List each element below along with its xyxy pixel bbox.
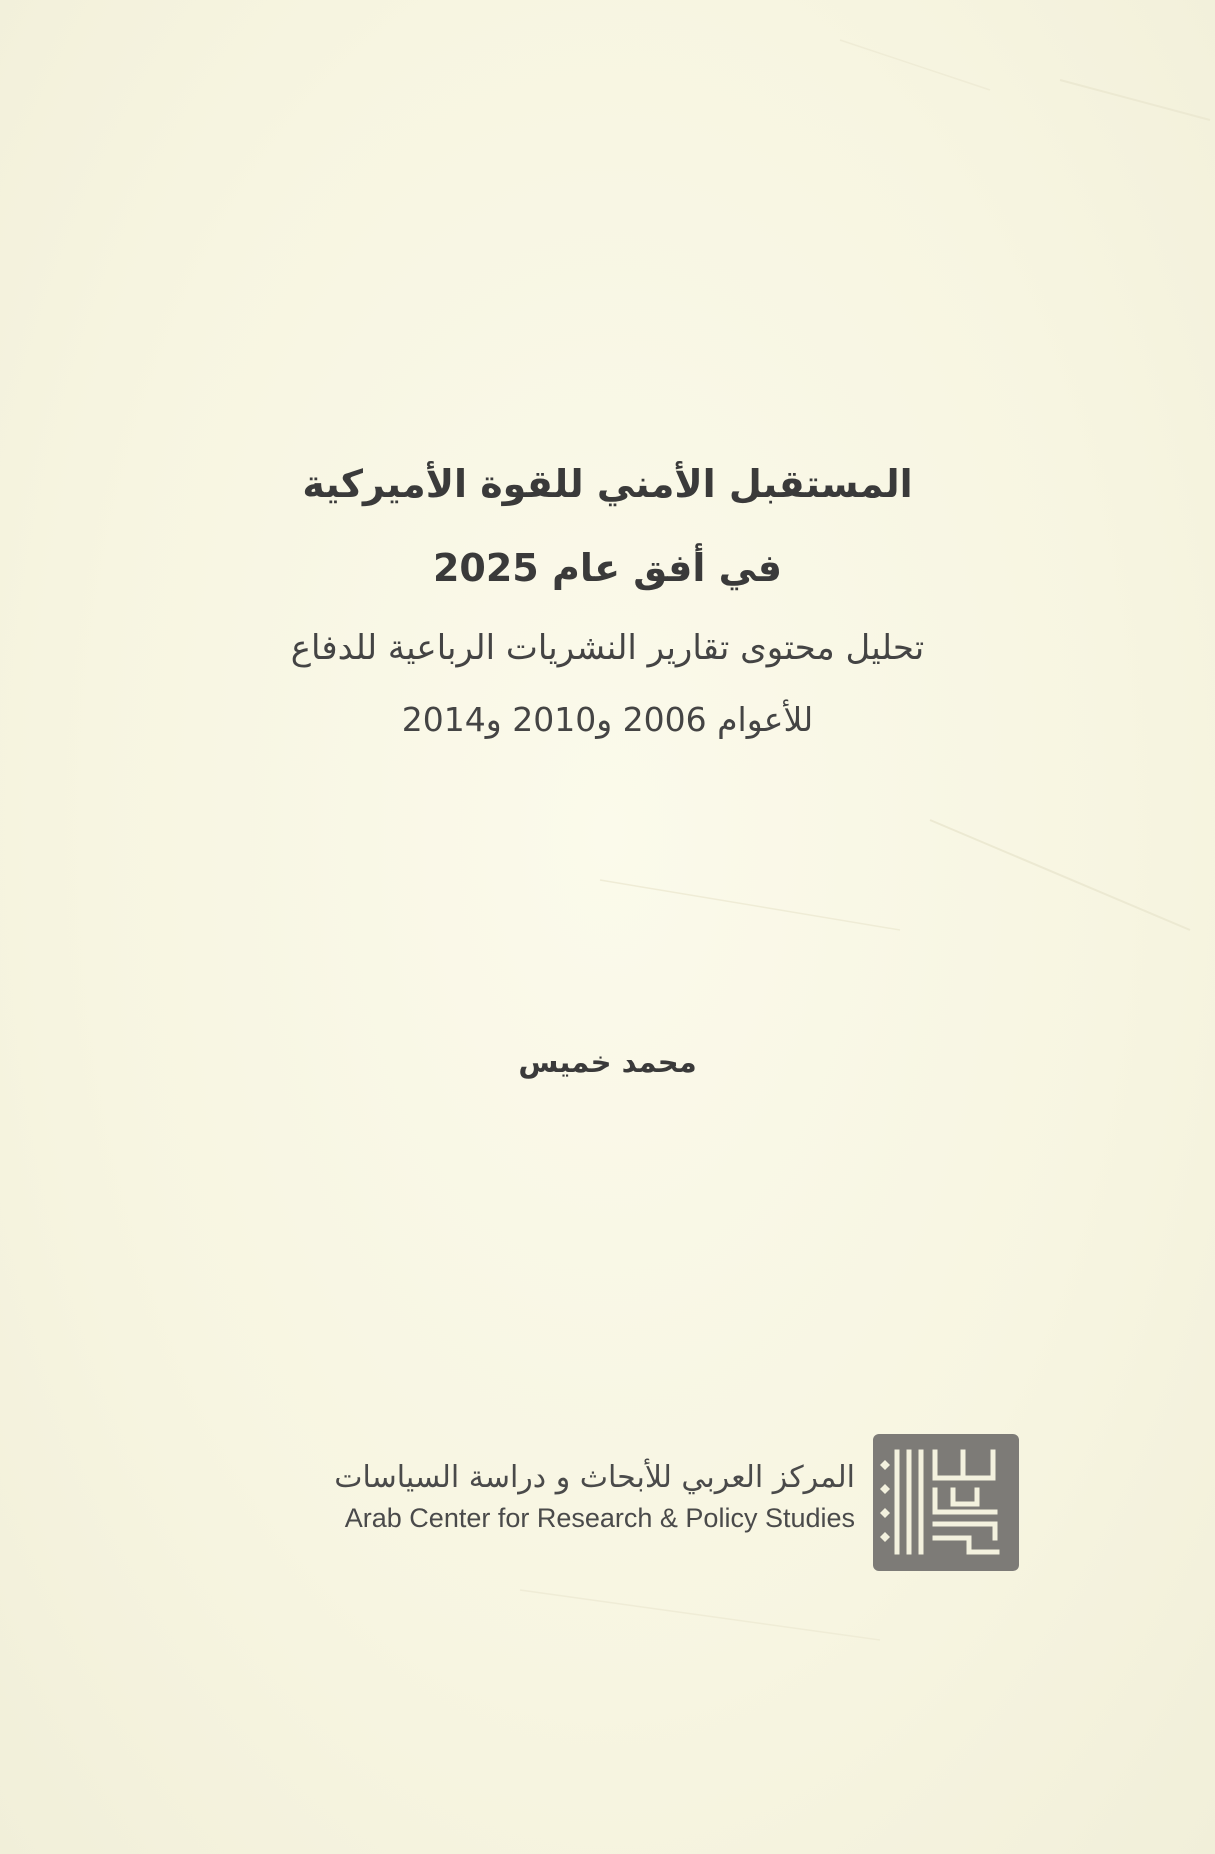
book-subtitle-line-1: تحليل محتوى تقارير النشريات الرباعية للدفاع — [290, 628, 925, 668]
publisher-name-english: Arab Center for Research & Policy Studies — [344, 1503, 855, 1533]
arab-center-logo-icon — [873, 1434, 1019, 1571]
publisher-block — [265, 1460, 855, 1534]
author-name: محمد خميس — [518, 1045, 697, 1079]
book-title-line-2: في أفق عام 2025 — [432, 546, 783, 590]
publisher-name-arabic: المركز العربي للأبحاث و دراسة السياسات — [334, 1460, 855, 1495]
book-subtitle-line-2: للأعوام 2006 و2010 و2014 — [401, 700, 814, 739]
book-title-line-1: المستقبل الأمني للقوة الأميركية — [302, 462, 913, 506]
